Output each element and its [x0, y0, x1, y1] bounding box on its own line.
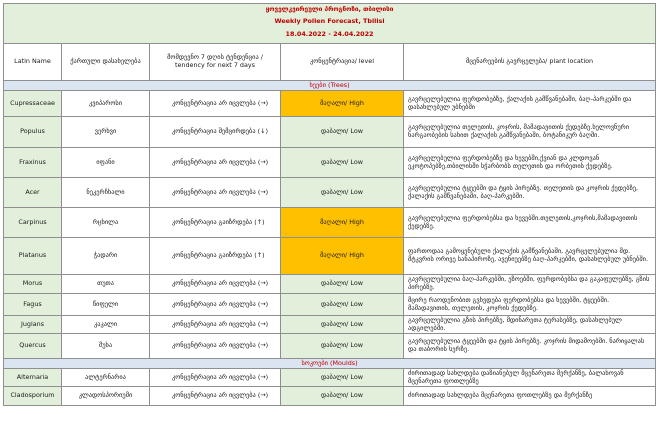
level-badge: დაბალი/ Low	[281, 294, 404, 316]
tendency: კონცენტრაცია არ იცვლება (→)	[150, 91, 281, 117]
date-range: 18.04.2022 - 24.04.2022	[4, 27, 656, 44]
level-badge: დაბალი/ Low	[281, 275, 404, 294]
title-row-dates	[4, 27, 656, 44]
table-row	[4, 275, 656, 294]
level-badge: დაბალი/ Low	[281, 148, 404, 178]
latin-name: Juglans	[4, 316, 62, 334]
col-tendency: მომდევნო 7 დღის ტენდენცია / tendency for next 7 days	[150, 44, 281, 81]
section-moulds-label: სოკოები (Moulds)	[4, 359, 656, 369]
table-row	[4, 178, 656, 208]
tendency: კონცენტრაცია არ იცვლება (→)	[150, 334, 281, 359]
section-trees	[4, 81, 656, 91]
table-row	[4, 148, 656, 178]
latin-name: Cupressaceae	[4, 91, 62, 117]
tendency: კონცენტრაცია გაიზრდება (↑)	[150, 238, 281, 275]
tendency: კონცენტრაცია არ იცვლება (→)	[150, 387, 281, 406]
tendency: კონცენტრაცია არ იცვლება (→)	[150, 275, 281, 294]
column-header-row	[4, 44, 656, 81]
title-row-georgian	[4, 4, 656, 17]
tendency: კონცენტრაცია არ იცვლება (→)	[150, 369, 281, 387]
level-badge: დაბალი/ Low	[281, 178, 404, 208]
latin-name: Carpinus	[4, 208, 62, 238]
col-plant-location: მცენარეების გავრცელება/ plant location	[404, 44, 656, 81]
table-row	[4, 117, 656, 148]
plant-location: გავრცელებულია ტყეებში და ტყის პირებზე. თელეთის და კოჯრის ქედებზე, ქალაქის გამწვანებაში, ბაღ-პარკებში.	[404, 178, 656, 208]
georgian-name: ალტერნარია	[62, 369, 150, 387]
col-latin-name: Latin Name	[4, 44, 62, 81]
georgian-name: კლადოსპორიუმი	[62, 387, 150, 406]
latin-name: Cladosporium	[4, 387, 62, 406]
level-badge: დაბალი/ Low	[281, 369, 404, 387]
plant-location: ძირითადად სახლდება დაზიანებულ მცენარეთა მერქანზე, ბალახოვან მცენარეთა ფოთლებზე	[404, 369, 656, 387]
georgian-name: იფანი	[62, 148, 150, 178]
table-row	[4, 208, 656, 238]
latin-name: Morus	[4, 275, 62, 294]
plant-location: ფართოდაა გამოყენებული ქალაქის გამწვანებაში, გავრცელებულია მდ. მტკვრის ორივე სანაპიროზე, ავენიუებზე ბაღ-პარკებში, დასახლებულ უბნებში.	[404, 238, 656, 275]
plant-location: გავრცელებულია ტყეებში და ტყის პირებზე. კოჯრის მიდამოებში. ნარიყალას და თაბორის სერზე.	[404, 334, 656, 359]
table-row	[4, 334, 656, 359]
plant-location: გავრცელებულია ფერდობებზე და ხევებში,ქვიან და კლდოვან ეკოტოპებზე.თბილისში სჭარბობს თელეთის და ორბეთის ქედებზე.	[404, 148, 656, 178]
table-row	[4, 369, 656, 387]
level-badge: დაბალი/ Low	[281, 316, 404, 334]
plant-location: გავრცელებულია გზის პირებზე, მდინარეთა ტერასებზე, დასახლებულ ადგილებში.	[404, 316, 656, 334]
georgian-name: თუთა	[62, 275, 150, 294]
level-badge: დაბალი/ Low	[281, 117, 404, 148]
plant-location: გავრცელებულია ბაღ-პარკებში, ეზოებში, ფერდობებსა და გაკაფულებზე, გზის პირებზე.	[404, 275, 656, 294]
tendency: კონცენტრაცია გაიზრდება (↑)	[150, 208, 281, 238]
georgian-name: ვერხვი	[62, 117, 150, 148]
georgian-name: რცხილა	[62, 208, 150, 238]
table-row	[4, 316, 656, 334]
table-row	[4, 387, 656, 406]
level-badge: დაბალი/ Low	[281, 387, 404, 406]
georgian-name: კაკალი	[62, 316, 150, 334]
plant-location: ძირითადად სახლდება მცენარეთა ფოთლებზე და მერქანზე	[404, 387, 656, 406]
table-row	[4, 238, 656, 275]
level-badge: მაღალი/ High	[281, 208, 404, 238]
section-moulds	[4, 359, 656, 369]
forecast-sheet	[3, 3, 655, 435]
latin-name: Fraxinus	[4, 148, 62, 178]
plant-location: გავრცელებულია ფერდობებზე, ქალაქის გამწვანებაში, ბაღ-პარკებში და დასახლებულ უბნებში	[404, 91, 656, 117]
title-georgian: ყოველკვირეული პროგნოზი, თბილისი	[4, 4, 656, 17]
level-badge: მაღალი/ High	[281, 238, 404, 275]
tendency: კონცენტრაცია არ იცვლება (→)	[150, 316, 281, 334]
table-row	[4, 294, 656, 316]
col-level: კონცენტრაცია/ level	[281, 44, 404, 81]
col-georgian-name: ქართული დასახელება	[62, 44, 150, 81]
tendency: კონცენტრაცია არ იცვლება (→)	[150, 148, 281, 178]
plant-location: მცირე რაოდენობით გვხვდება ფერდობებსა და ხევებში, ტყეებში. მამადავითის, თელეთის, კოჯრის ქედებზე.	[404, 294, 656, 316]
georgian-name: ნეკერჩხალი	[62, 178, 150, 208]
table-row	[4, 91, 656, 117]
georgian-name: ჭადარი	[62, 238, 150, 275]
level-badge: დაბალი/ Low	[281, 334, 404, 359]
latin-name: Alternaria	[4, 369, 62, 387]
georgian-name: კვიპაროსი	[62, 91, 150, 117]
title-english: Weekly Pollen Forecast, Tbilisi	[4, 16, 656, 27]
latin-name: Acer	[4, 178, 62, 208]
latin-name: Platanus	[4, 238, 62, 275]
tendency: კონცენტრაცია არ იცვლება (→)	[150, 294, 281, 316]
latin-name: Quercus	[4, 334, 62, 359]
level-badge: მაღალი/ High	[281, 91, 404, 117]
georgian-name: მუხა	[62, 334, 150, 359]
georgian-name: წიფელი	[62, 294, 150, 316]
plant-location: გავრცელებულია თელეთის, კოჯრის, მამადავითის ქედებზე.ხელოვნური ნარგაობების სახით ქალაქის გამწვანებაში, ბოტანიკურ ბაღში.	[404, 117, 656, 148]
latin-name: Fagus	[4, 294, 62, 316]
tendency: კონცენტრაცია შემცირდება (↓)	[150, 117, 281, 148]
section-trees-label: ხეები (Trees)	[4, 81, 656, 91]
pollen-forecast-table	[3, 3, 656, 406]
tendency: კონცენტრაცია არ იცვლება (→)	[150, 178, 281, 208]
title-row-english	[4, 16, 656, 27]
latin-name: Populus	[4, 117, 62, 148]
plant-location: გავრცელებულია ფერდობებსა და ხევებში.თელეთის,კოჯრის,მამადავითის ქედებზე.	[404, 208, 656, 238]
